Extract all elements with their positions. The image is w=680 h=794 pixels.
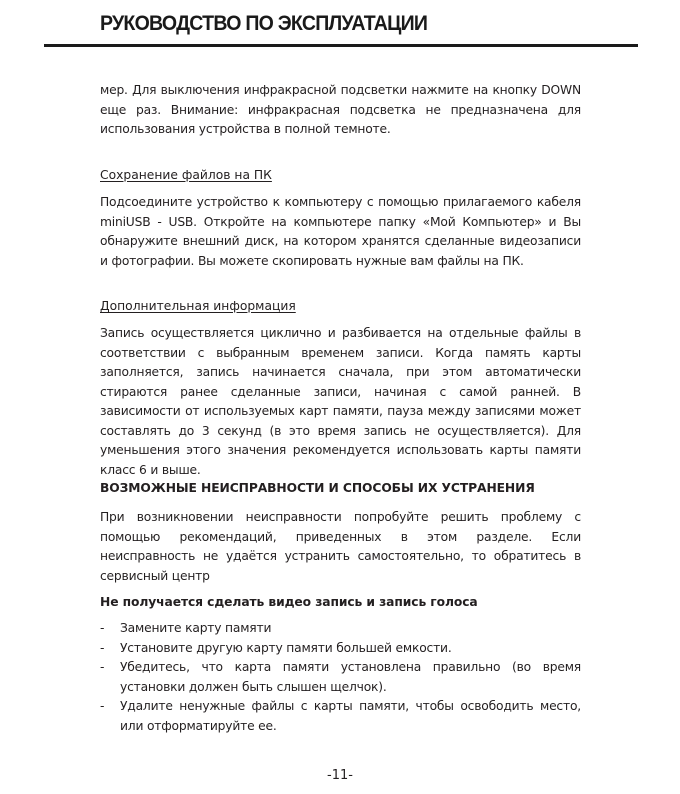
dash-bullet: - [100,621,105,635]
additional-info-section [100,298,581,480]
additional-info-paragraph: Запись осуществляется циклично и разбивается на отдельные файлы в соответствии с выбранным временем записи. Когда память карты заполняется, запись начинается сначала, при этом автоматически стираются ранее сделанные записи, начиная с самой ранней. В зависимости от используемых карт памяти, пауза между записями может составлять до 3 секунд (в это время запись не осуществляется). Для уменьшения этого значения рекомендуется использовать карты памяти класс 6 и выше. [100,326,581,477]
troubleshooting-section [100,480,581,586]
problem-section [100,594,581,736]
intro-paragraph: мер. Для выключения инфракрасной подсветки нажмите на кнопку DOWN еще раз. Внимание: инфракрасная подсветка не предназначена для использования устройства в полной темноте. [100,83,581,136]
troubleshooting-paragraph: При возникновении неисправности попробуйте решить проблему с помощью рекомендаций, приведенных в этом разделе. Если неисправность не удаётся устранить самостоятельно, то обратитесь в сервисный центр [100,510,581,583]
list-item-text: Удалите ненужные файлы с карты памяти, чтобы освободить место, или отформатируйте ее. [120,699,581,733]
dash-bullet: - [100,699,105,713]
problem-heading: Не получается сделать видео запись и запись голоса [100,595,478,609]
list-item [100,639,581,659]
list-item-text: Убедитесь, что карта памяти установлена правильно (во время установки должен быть слышен щелчок). [120,660,581,694]
additional-info-heading: Дополнительная информация [100,299,296,313]
save-files-paragraph: Подсоедините устройство к компьютеру с помощью прилагаемого кабеля miniUSB - USB. Откройте на компьютере папку «Мой Компьютер» и Вы обнаружите внешний диск, на котором хранятся сделанные видеозаписи и фотографии. Вы можете скопировать нужные вам файлы на ПК. [100,195,581,268]
page-header-title: РУКОВОДСТВО ПО ЭКСПЛУАТАЦИИ [100,12,428,35]
save-files-heading: Сохранение файлов на ПК [100,168,272,182]
list-item-text: Замените карту памяти [120,621,272,635]
dash-bullet: - [100,660,105,674]
list-item [100,697,581,736]
intro-section [100,81,581,140]
list-item-text: Установите другую карту памяти большей емкости. [120,640,452,655]
troubleshooting-heading: ВОЗМОЖНЫЕ НЕИСПРАВНОСТИ И СПОСОБЫ ИХ УСТРАНЕНИЯ [100,481,535,495]
list-item [100,619,581,639]
header-divider [44,44,638,47]
save-files-section [100,167,581,271]
list-item [100,658,581,697]
dash-bullet: - [100,640,105,655]
page-number: -11- [327,768,353,783]
solution-list [100,619,581,736]
